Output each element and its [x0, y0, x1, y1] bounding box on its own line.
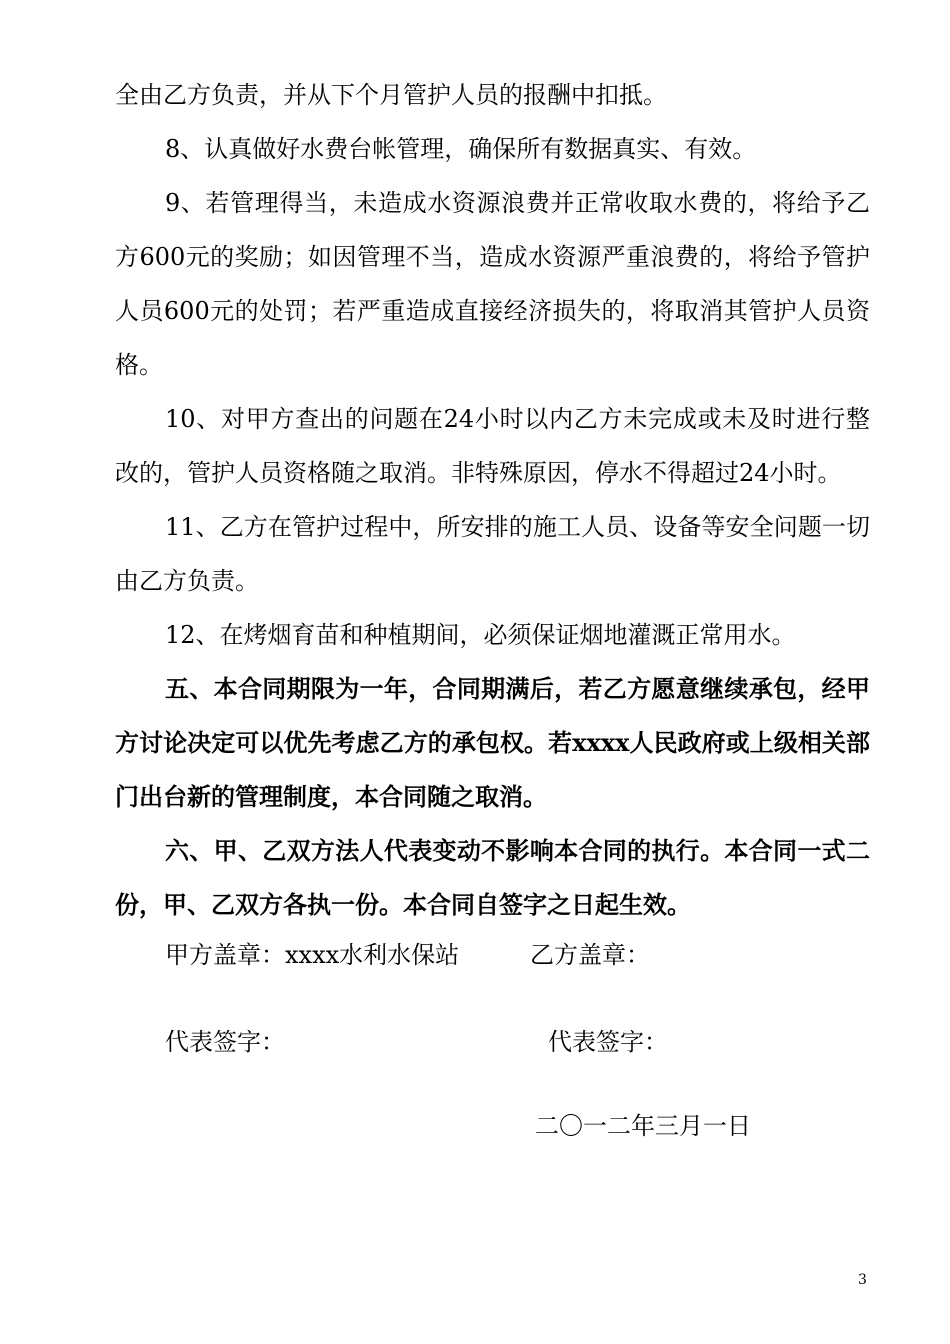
- party-b-representative-signature: 代表签字：: [548, 1028, 668, 1056]
- article-5: 五、本合同期限为一年，合同期满后，若乙方愿意继续承包，经甲方讨论决定可以优先考虑乙方的承包权。若xxxx人民政府或上级相关部门出台新的管理制度，本合同随之取消。: [115, 674, 870, 811]
- clause-11: 11、乙方在管护过程中，所安排的施工人员、设备等安全问题一切由乙方负责。: [115, 513, 870, 595]
- clause-10: 10、对甲方查出的问题在24小时以内乙方未完成或未及时进行整改的，管护人员资格随之取消。非特殊原因，停水不得超过24小时。: [115, 405, 870, 487]
- clause-12: 12、在烤烟育苗和种植期间，必须保证烟地灌溉正常用水。: [165, 621, 796, 649]
- article-6: 六、甲、乙双方法人代表变动不影响本合同的执行。本合同一式二份，甲、乙双方各执一份。本合同自签字之日起生效。: [115, 836, 870, 919]
- contract-date: 二〇一二年三月一日: [535, 1112, 751, 1140]
- paragraph-continuation: 全由乙方负责，并从下个月管护人员的报酬中扣抵。: [115, 81, 667, 109]
- party-a-seal: 甲方盖章：xxxx水利水保站: [165, 941, 460, 969]
- page-number: 3: [858, 1272, 867, 1288]
- clause-8: 8、认真做好水费台帐管理，确保所有数据真实、有效。: [165, 135, 757, 163]
- clause-9: 9、若管理得当，未造成水资源浪费并正常收取水费的，将给予乙方600元的奖励；如因管理不当，造成水资源严重浪费的，将给予管护人员600元的处罚；若严重造成直接经济损失的，将取消其管护人员资格。: [115, 189, 870, 379]
- party-a-representative-signature: 代表签字：: [165, 1028, 285, 1056]
- party-b-seal: 乙方盖章：: [530, 941, 650, 969]
- contract-body: [115, 68, 870, 932]
